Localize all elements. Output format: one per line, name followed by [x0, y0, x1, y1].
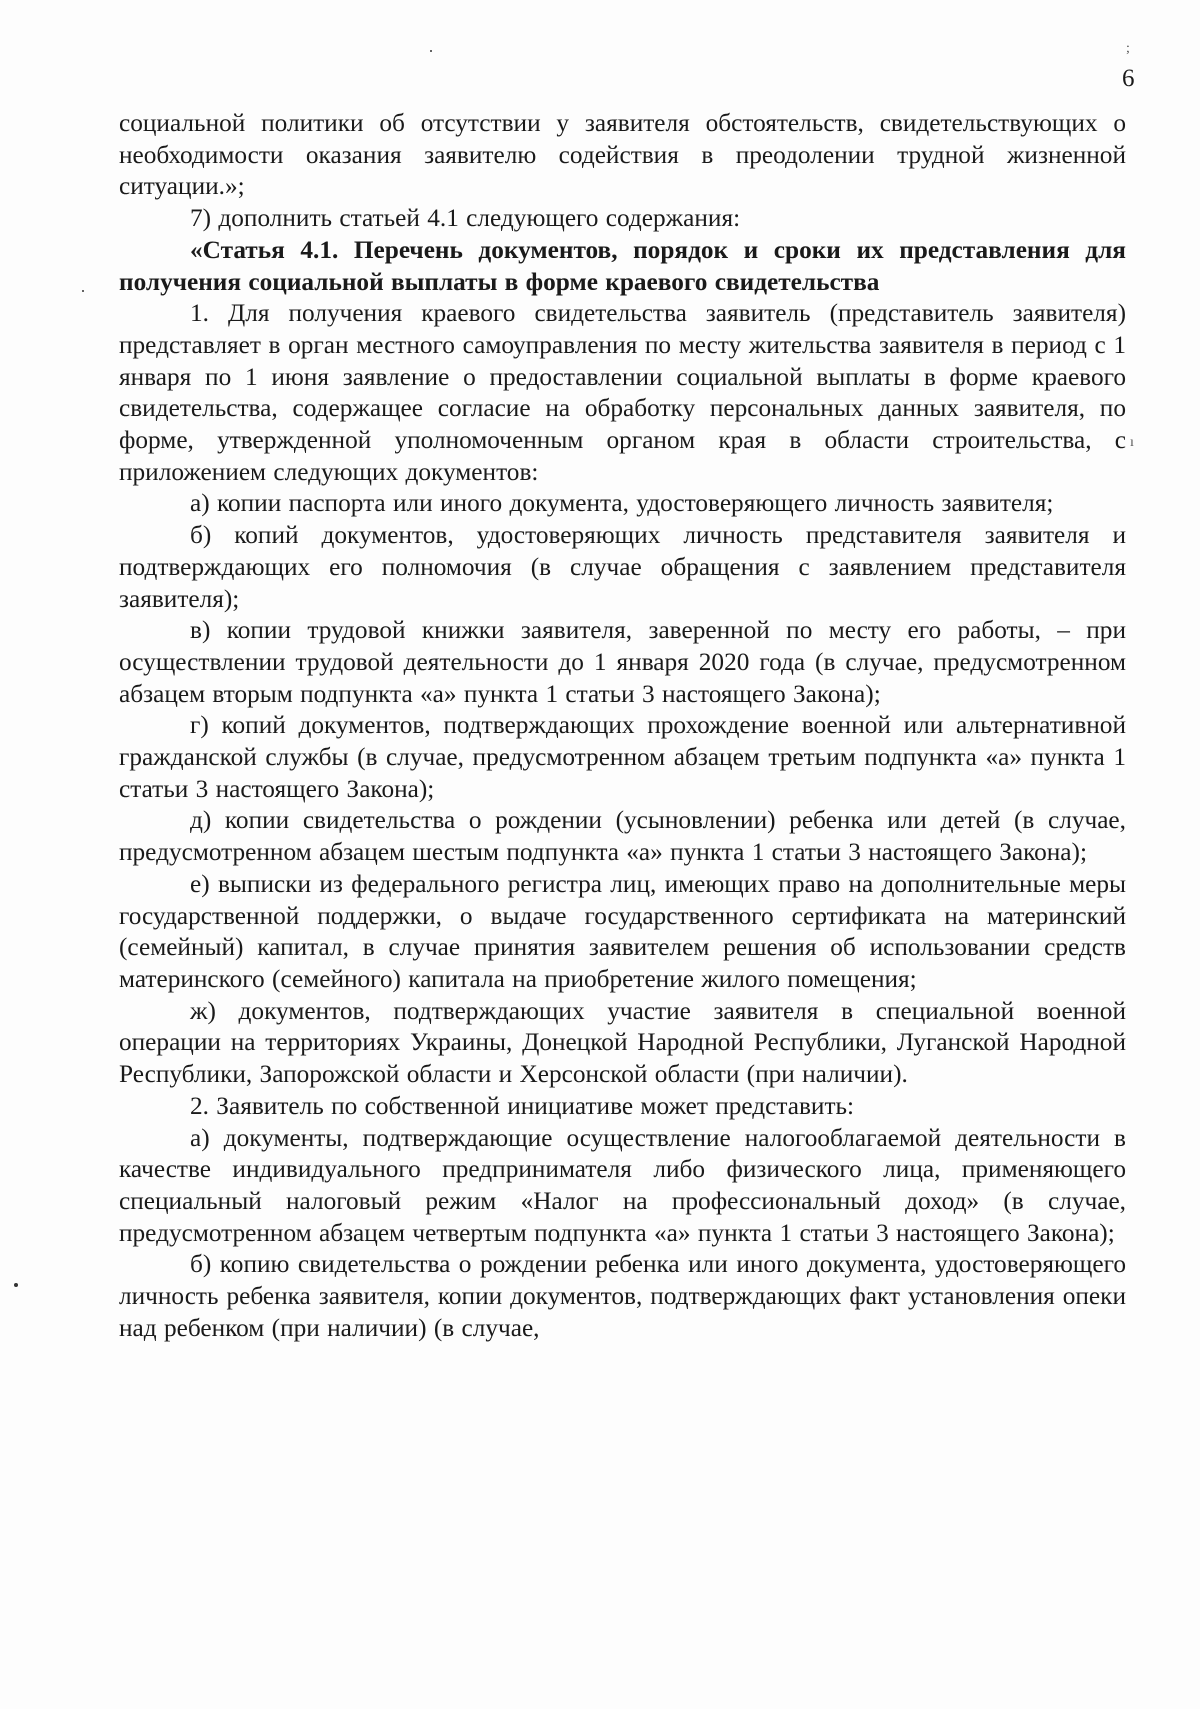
paragraph-subitem-d: д) копии свидетельства о рождении (усыновлении) ребенка или детей (в случае, предусмотренном абзацем шестым подпункта «а» пункта 1 статьи 3 настоящего Закона); — [119, 806, 1126, 867]
scan-mark: ; — [1126, 41, 1130, 56]
scan-speck — [14, 1283, 18, 1287]
paragraph-item-1: 1. Для получения краевого свидетельства заявитель (представитель заявителя) представляет в орган местного самоуправления по месту жительства заявителя в период с 1 января по 1 июня заявление о предоставлении социальной выплаты в форме краевого свидетельства, содержащее согласие на обработку персональных данных заявителя, по форме, утвержденной уполномоченным органом края в области строительства, с приложением следующих документов: — [119, 299, 1126, 486]
paragraph-item-2-subitem-b: б) копию свидетельства о рождении ребенка или иного документа, удостоверяющего личность ребенка заявителя, копии документов, подтверждающих факт установления опеки над ребенком (при наличии) (в случае, — [119, 1250, 1126, 1342]
article-heading: «Статья 4.1. Перечень документов, порядок и сроки их представления для получения социальной выплаты в форме краевого свидетельства — [119, 235, 1126, 296]
scan-mark: ı — [1130, 435, 1134, 450]
paragraph-item-2: 2. Заявитель по собственной инициативе может представить: — [190, 1091, 855, 1120]
paragraph-subitem-g: г) копий документов, подтверждающих прохождение военной или альтернативной гражданской службы (в случае, предусмотренном абзацем третьим подпункта «а» пункта 1 статьи 3 настоящего Закона); — [119, 711, 1126, 803]
scan-speck — [82, 290, 84, 292]
paragraph-subitem-b: б) копий документов, удостоверяющих личность представителя заявителя и подтверждающих его полномочия (в случае обращения с заявлением представителя заявителя); — [119, 521, 1126, 613]
scan-speck — [430, 50, 432, 52]
paragraph-continuation: социальной политики об отсутствии у заявителя обстоятельств, свидетельствующих о необходимости оказания заявителю содействия в преодолении трудной жизненной ситуации.»; — [119, 109, 1126, 201]
paragraph-subitem-v: в) копии трудовой книжки заявителя, заверенной по месту его работы, – при осуществлении трудовой деятельности до 1 января 2020 года (в случае, предусмотренном абзацем вторым подпункта «а» пункта 1 статьи 3 настоящего Закона); — [119, 616, 1126, 708]
paragraph-subitem-a: а) копии паспорта или иного документа, удостоверяющего личность заявителя; — [190, 489, 1054, 518]
paragraph-item-2-subitem-a: а) документы, подтверждающие осуществление налогооблагаемой деятельности в качестве индивидуального предпринимателя либо физического лица, применяющего специальный налоговый режим «Налог на профессиональный доход» (в случае, предусмотренном абзацем четвертым подпункта «а» пункта 1 статьи 3 настоящего Закона); — [119, 1123, 1126, 1247]
document-body — [119, 108, 1126, 1344]
paragraph-amendment-7: 7) дополнить статьей 4.1 следующего содержания: — [190, 204, 741, 233]
paragraph-subitem-zh: ж) документов, подтверждающих участие заявителя в специальной военной операции на территориях Украины, Донецкой Народной Республики, Луганской Народной Республики, Запорожской области и Херсонской области (при наличии). — [119, 996, 1126, 1089]
paragraph-subitem-e: е) выписки из федерального регистра лиц, имеющих право на дополнительные меры государственной поддержки, о выдаче государственного сертификата на материнский (семейный) капитал, в случае принятия заявителем решения об использовании средств материнского (семейного) капитала на приобретение жилого помещения; — [119, 869, 1126, 993]
page-number: 6 — [1122, 65, 1135, 92]
